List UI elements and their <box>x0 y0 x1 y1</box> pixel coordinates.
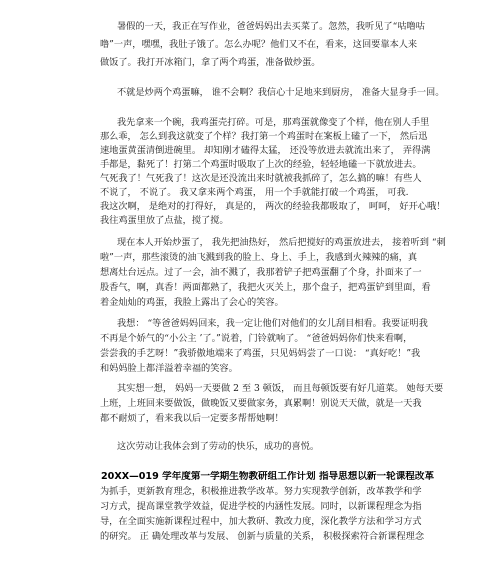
text-line: 我往鸡蛋里放了点盐，搅了搅。 <box>100 215 229 226</box>
text-line: 不就是炒两个鸡蛋嘛， 谁不会啊？我信心十足地来到厨房， 准备大显身手一回。 <box>117 87 445 98</box>
text-line: 我想： “等爸爸妈妈回来，我一定让他们对他们的女儿刮目相看。我要证明我 <box>117 318 428 329</box>
text-line: 速地蛋黄蛋清倒进碗里。 却知刚才磕得太猛， 还没等放进去就流出来了， 弄得满 <box>100 145 431 156</box>
text-line: 和妈妈脸上都洋溢着幸福的笑容。 <box>100 363 238 374</box>
text-line: 都不耐烦了，看来我以后一定要多帮帮她啊！ <box>100 413 284 424</box>
text-line: 啦”一声，那些滚烫的油飞溅到我的脸上、身上、手上，我感到火辣辣的痛，真 <box>100 252 418 263</box>
text-line: 上班，上班回来要做饭，做晚饭又要做家务，真累啊！别说天天做，就是一天我 <box>100 398 422 409</box>
text-line: 尝尝我的手艺呀！”我骄傲地端来了鸡蛋，只见妈妈尝了一口说： “真好吃！”我 <box>100 348 421 359</box>
text-line: 习方式，提高课堂教学效益，促进学校的内涵性发展。同时，以新课程理念为指 <box>100 501 422 512</box>
text-line: 这次劳动让我体会到了劳动的快乐，成功的喜悦。 <box>117 441 320 452</box>
text-line: 气死我了！气死我了！这次是还没流出来时就被我抓碎了，怎么搞的嘛！有些人 <box>100 173 422 184</box>
text-line: 20XX—019 学年度第一学期生物教研组工作计划 指导思想以新一轮课程改革 <box>101 471 435 482</box>
text-line: 我这次啊， 是绝对的打得好， 真是的， 两次的经验我都吸取了， 呵呵， 好开心哦！ <box>100 201 446 212</box>
text-line: 导，在全面实施新课程过程中，加大教研、教改力度，深化教学方法和学习方式 <box>100 516 422 527</box>
text-line: 其实想一想， 妈妈一天要做 2 至 3 顿饭， 而且每顿饭要有好几道菜。 她每天要 <box>117 383 444 394</box>
text-line: 不再是个娇气的“小公主 ’了。”说着，门铃就响了。 “爸爸妈妈你们快来看啊， <box>100 333 413 344</box>
text-line: 噜”一声，嘿嘿，我肚子饿了。怎么办呢？他们又不在，看来，这回要靠本人来 <box>100 39 418 50</box>
text-line: 那么乖， 怎么到我这就变了个样？我打第一个鸡蛋时在案板上磕了一下， 然后迅 <box>100 131 428 142</box>
text-line: 的研究。 正 确处理改革与发展、 创新与质量的关系， 积极探索符合新课程理念 <box>100 531 425 542</box>
text-line: 手都是，黏死了！打第二个鸡蛋时吸取了上次的经验，轻轻地磕一下就放进去。 <box>100 159 422 170</box>
text-line: 现在本人开始炒蛋了， 我先把油热好， 然后把搅好的鸡蛋放进去， 接着听到 “刺 <box>117 237 446 248</box>
text-line: 想离灶台远点。过了一会，油不溅了，我那着铲子把鸡蛋翻了个身，扑面来了一 <box>100 267 422 278</box>
text-line: 不说了， 不说了。 我又拿来两个鸡蛋， 用一个手就能打破一个鸡蛋， 可我. <box>100 187 409 198</box>
text-line: 暑假的一天，我正在写作业，爸爸妈妈出去买菜了。忽然，我听见了“咕噜咕 <box>117 21 425 32</box>
text-line: 做饭了。我打开冰箱门，拿了两个鸡蛋，准备做炒蛋。 <box>100 57 321 68</box>
text-line: 着金灿灿的鸡蛋，我脸上露出了会心的笑容。 <box>100 297 284 308</box>
text-line: 为抓手，更新教育理念，积极推进教学改革。努力实现教学创新，改革教学和学 <box>100 486 422 497</box>
text-line: 股香气，啊，真香！两面都熟了，我把火灭关上，那个盘子，把鸡蛋铲到里面，看 <box>100 282 431 293</box>
text-line: 我先拿来一个碗，我鸡蛋壳打碎。可是，那鸡蛋就像变了个样，他在别人手里 <box>117 117 430 128</box>
